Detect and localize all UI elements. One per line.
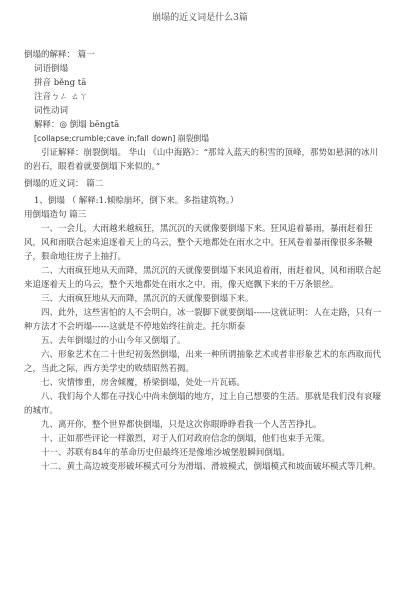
example-sentence: 二、大雨疯狂地从天而降，黑沉沉的天就像要倒塌下来风追着雨，雨赶着风，风和雨联合起来追逐着天上的乌云，整个天地都处在雨水之中。雨，像天庭飘下来的千万条银丝。 — [24, 266, 382, 290]
example-sentence: 三、大雨疯狂地从天而降，黑沉沉的天就像要倒塌下来。 — [41, 294, 254, 304]
section-heading-1: 倒塌的解释： 篇一 — [24, 50, 95, 60]
synonym-item: 1、倒塌 （ 解释:1.倾赊崩坏，倒下来。多指建筑物。） — [34, 196, 239, 206]
explanation: 解释：◎ 倒塌 bēngtā — [34, 120, 120, 130]
section-heading-2: 倒塌的近义词： 篇二 — [24, 179, 104, 189]
zhuyin-line: 注音ㄅㄥ ㄊㄚ — [34, 92, 88, 102]
example-sentence: 十、正如那些评论一样激烈，对于人们对政府信念的倒塌，他们也束手无策。 — [41, 434, 331, 444]
example-sentence: 一、一会儿，大雨越来越疯狂，黑沉沉的天就像要倒塌下来。狂风追着暴雨，暴雨赶着狂风，风和雨联合起来追逐着天上的乌云，整个天地都处在雨水之中。狂风卷着暴雨像很多条鞭子，狠命地往房子上抽打。 — [24, 224, 373, 262]
english-gloss: [collapse;crumble;cave in;fall down] 崩裂倒塌 — [34, 134, 209, 143]
example-sentence: 七、灾情惨重，房舍倾覆，桥梁倒塌，处处一片瓦砾。 — [41, 378, 246, 388]
document-body — [24, 48, 382, 474]
example-sentence: 十二、黄土高边坡变形破坏模式可分为滑塌、滑坡模式，倒塌模式和坡面破坏模式等几种。 — [41, 462, 382, 472]
example-sentence: 六、形象艺术在二十世纪初轰然倒塌，出来一种所谓抽象艺术或者非形象艺术的东西取而代之，当此之际，西方美学史的败绩昭然若揭。 — [24, 350, 382, 374]
example-sentence: 四、此外，这些害怕的人不会明白，冰一裂脚下就要倒塌------这就证明：人在走路，只有一种方法才不会坍塌------这就是不停地始终往前走。托尔斯泰 — [24, 308, 382, 332]
example-sentence: 十一、苏联有84年的革命历史但最终还是像堆沙城堡般瞬间倒塌。 — [41, 448, 290, 458]
example-sentence: 五、去年倒塌过的小山今年又倒塌了。 — [41, 336, 186, 346]
word-definition: 词语倒塌 — [34, 64, 69, 74]
pinyin-line: 拼音 běng tā — [34, 78, 87, 88]
example-sentence: 八、我们每个人都在寻找心中尚未倒塌的地方，过上自己想要的生活。那就是我们没有哀嚎的城市。 — [24, 392, 382, 416]
part-of-speech: 词性动词 — [34, 106, 69, 116]
section-heading-3: 用倒塌造句 篇三 — [24, 210, 87, 220]
example-sentence: 九、离开你，整个世界都快倒塌，只是这次你眼睁睁看我一个人苦苦挣扎。 — [41, 420, 322, 430]
citation-paragraph: 引证解释：崩裂倒塌。 华山 《山中海路》：“那耸入蓝天的积雪的顶峰，那势如悬洞的冰川的岩石，眼看着就要倒塌下来似的。” — [24, 148, 379, 172]
document-title: 崩塌的近义词是什么3篇 — [152, 13, 248, 23]
